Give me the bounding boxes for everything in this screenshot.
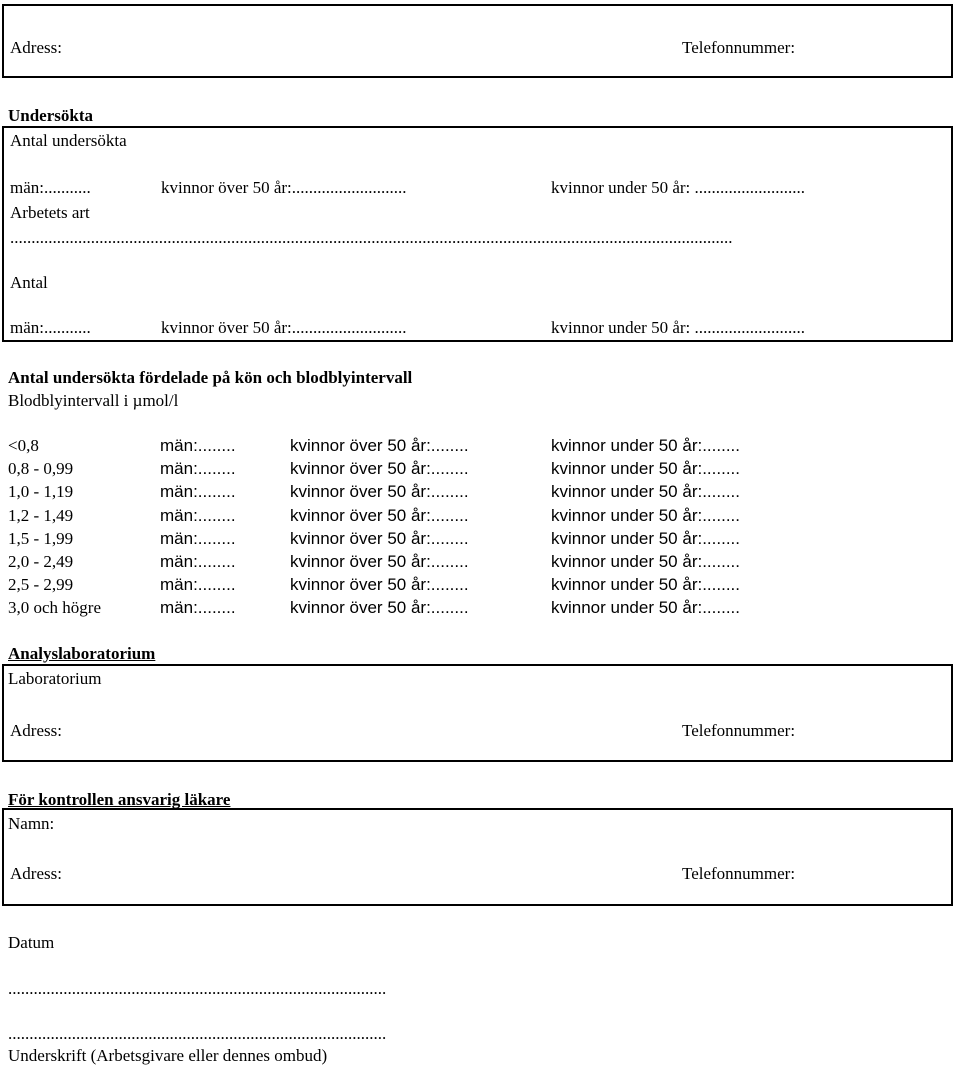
employer-address-label: Adress:	[10, 38, 62, 57]
distribution-row-men-field[interactable]: män:........	[160, 482, 236, 501]
lab-name-label: Laboratorium	[8, 669, 102, 688]
examined-men-field[interactable]: män:...........	[10, 178, 91, 197]
signature-field[interactable]: .........................................................................................	[8, 1024, 387, 1043]
distribution-row-men-field[interactable]: män:........	[160, 436, 236, 455]
distribution-row-interval-label: 3,0 och högre	[8, 598, 102, 617]
distribution-row-men-field[interactable]: män:........	[160, 506, 236, 525]
exposed-women-under-field[interactable]: kvinnor under 50 år: ..........................	[551, 318, 806, 337]
distribution-row-women-under-field[interactable]: kvinnor under 50 år:........	[551, 575, 740, 594]
examined-count-label: Antal undersökta	[10, 131, 127, 150]
work-type-field[interactable]: ..........................................................................................................................................................................	[10, 228, 733, 247]
distribution-row-women-under-field[interactable]: kvinnor under 50 år:........	[551, 436, 740, 455]
employer-phone-label: Telefonnummer:	[682, 38, 796, 57]
distribution-row-women-over-field[interactable]: kvinnor över 50 år:........	[290, 436, 469, 455]
distribution-row-interval-label: 1,5 - 1,99	[8, 529, 74, 548]
distribution-row-women-under-field[interactable]: kvinnor under 50 år:........	[551, 482, 740, 501]
distribution-row-women-under-field[interactable]: kvinnor under 50 år:........	[551, 506, 740, 525]
distribution-row-interval-label: 1,0 - 1,19	[8, 482, 74, 501]
distribution-row-interval-label: 2,0 - 2,49	[8, 552, 74, 571]
lab-address-label: Adress:	[10, 721, 62, 740]
distribution-heading: Antal undersökta fördelade på kön och blodblyintervall	[8, 368, 413, 387]
distribution-row-women-over-field[interactable]: kvinnor över 50 år:........	[290, 459, 469, 478]
distribution-row-women-over-field[interactable]: kvinnor över 50 år:........	[290, 506, 469, 525]
distribution-subheading: Blodblyintervall i µmol/l	[8, 391, 179, 410]
doctor-phone-label: Telefonnummer:	[682, 864, 796, 883]
examined-women-under-field[interactable]: kvinnor under 50 år: ..........................	[551, 178, 806, 197]
distribution-row-interval-label: 1,2 - 1,49	[8, 506, 74, 525]
distribution-row-women-over-field[interactable]: kvinnor över 50 år:........	[290, 552, 469, 571]
distribution-row-women-over-field[interactable]: kvinnor över 50 år:........	[290, 482, 469, 501]
doctor-address-label: Adress:	[10, 864, 62, 883]
distribution-row-interval-label: <0,8	[8, 436, 39, 455]
date-field[interactable]: .........................................................................................	[8, 979, 387, 998]
lab-box	[2, 664, 953, 762]
lab-heading: Analyslaboratorium	[8, 644, 156, 663]
distribution-row-women-under-field[interactable]: kvinnor under 50 år:........	[551, 459, 740, 478]
distribution-row-men-field[interactable]: män:........	[160, 598, 236, 617]
examined-heading: Undersökta	[8, 106, 94, 125]
employer-box	[2, 4, 953, 78]
distribution-row-women-over-field[interactable]: kvinnor över 50 år:........	[290, 575, 469, 594]
examined-women-over-field[interactable]: kvinnor över 50 år:...........................	[161, 178, 407, 197]
date-label: Datum	[8, 933, 55, 952]
distribution-row-men-field[interactable]: män:........	[160, 459, 236, 478]
distribution-row-men-field[interactable]: män:........	[160, 575, 236, 594]
work-type-label: Arbetets art	[10, 203, 90, 222]
exposed-women-over-field[interactable]: kvinnor över 50 år:...........................	[161, 318, 407, 337]
distribution-row-men-field[interactable]: män:........	[160, 552, 236, 571]
doctor-heading: För kontrollen ansvarig läkare	[8, 790, 231, 809]
lab-phone-label: Telefonnummer:	[682, 721, 796, 740]
distribution-row-interval-label: 2,5 - 2,99	[8, 575, 74, 594]
signature-label: Underskrift (Arbetsgivare eller dennes ombud)	[8, 1046, 328, 1065]
distribution-row-men-field[interactable]: män:........	[160, 529, 236, 548]
distribution-row-women-over-field[interactable]: kvinnor över 50 år:........	[290, 598, 469, 617]
doctor-box	[2, 808, 953, 906]
distribution-row-women-over-field[interactable]: kvinnor över 50 år:........	[290, 529, 469, 548]
distribution-row-interval-label: 0,8 - 0,99	[8, 459, 74, 478]
examined-box	[2, 126, 953, 342]
distribution-row-women-under-field[interactable]: kvinnor under 50 år:........	[551, 529, 740, 548]
exposed-count-label: Antal	[10, 273, 48, 292]
distribution-row-women-under-field[interactable]: kvinnor under 50 år:........	[551, 598, 740, 617]
doctor-name-label: Namn:	[8, 814, 55, 833]
distribution-row-women-under-field[interactable]: kvinnor under 50 år:........	[551, 552, 740, 571]
exposed-men-field[interactable]: män:...........	[10, 318, 91, 337]
